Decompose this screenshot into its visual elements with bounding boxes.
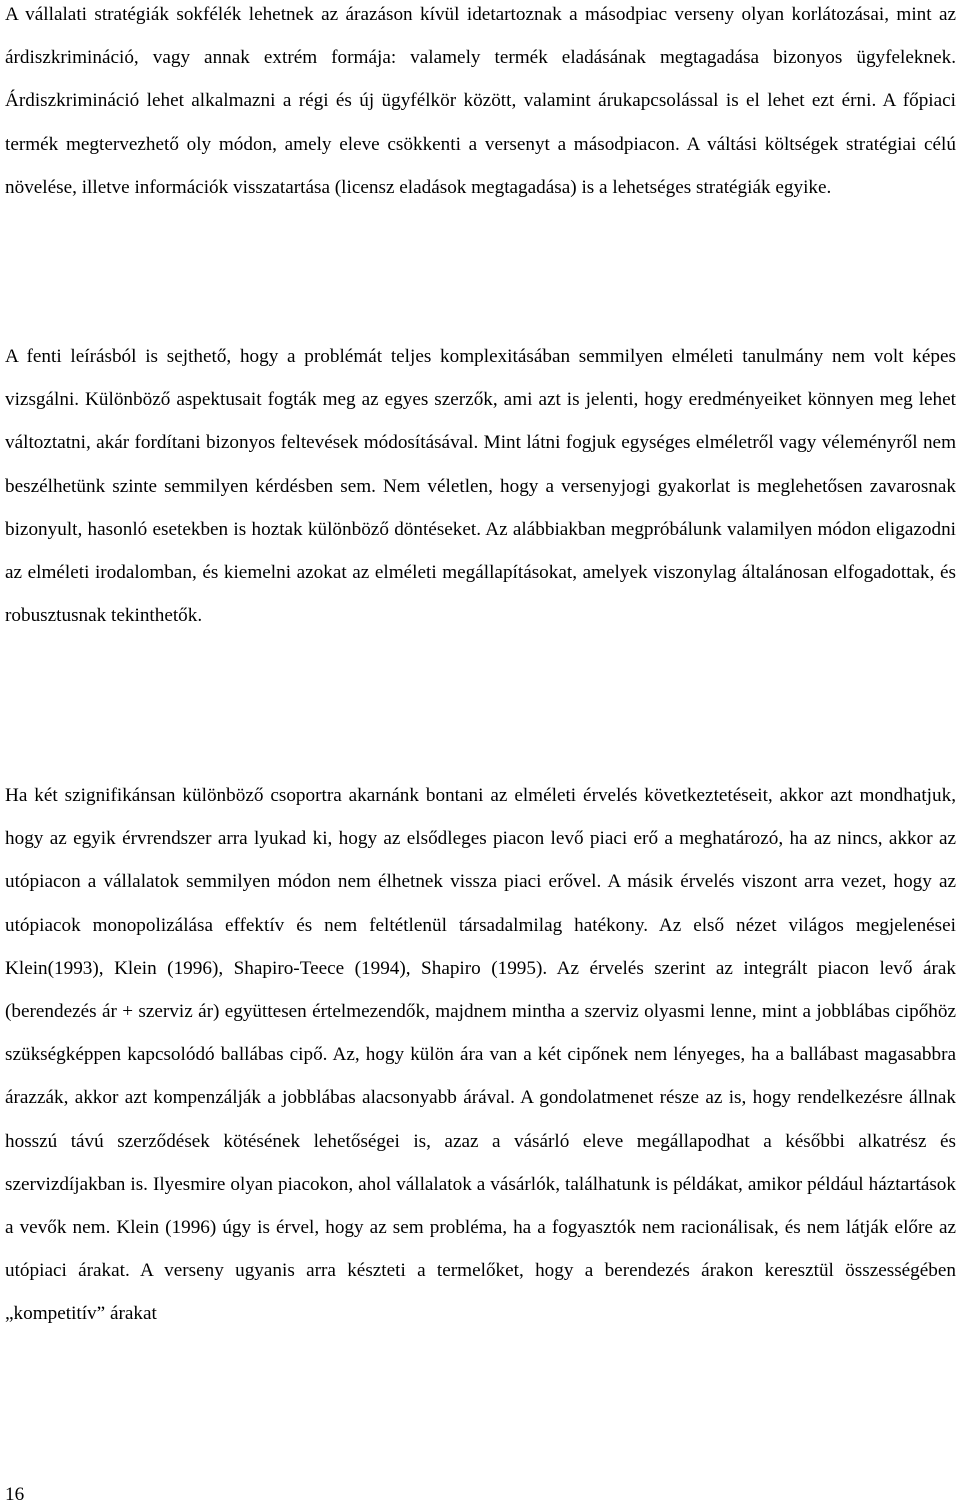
paragraph-3: Ha két szignifikánsan különböző csoportra akarnánk bontani az elméleti érvelés következtetéseit, akkor azt mondhatjuk, hogy az egyik érvrendszer arra lyukad ki, hogy az elsődleges piacon levő piaci erő a meghatározó, ha az nincs, akkor az utópiacon a vállalatok semmilyen módon nem élhetnek vissza piaci erővel. A másik érvelés viszont arra vezet, hogy az utópiacok monopolizálása effektív és nem feltétlenül társadalmilag hatékony. Az első nézet világos megjelenései Klein(1993), Klein (1996), Shapiro-Teece (1994), Shapiro (1995). Az érvelés szerint az integrált piacon levő árak (berendezés ár + szerviz ár) együttesen értelmezendők, majdnem mintha a szerviz olyasmi lenne, mint a jobblábas cipőhöz szükségképpen kapcsolódó ballábas cipő. Az, hogy külön ára van a két cipőnek nem lényeges, ha a ballábast magasabbra árazzák, akkor azt kompenzálják a jobblábas alacsonyabb árával. A gondolatmenet része az is, hogy rendelkezésre állnak hosszú távú szerződések kötésének lehetőségei is, azaz a vásárló eleve megállapodhat a későbbi alkatrész és szervizdíjakban is. Ilyesmire olyan piacokon, ahol vállalatok a vásárlók, találhatunk is példákat, amikor például háztartások a vevők nem. Klein (1996) úgy is érvel, hogy az sem probléma, ha a fogyasztók nem racionálisak, és nem látják előre az utópiaci árakat. A verseny ugyanis arra készteti a termelőket, hogy a berendezés árakon keresztül összességében „kompetitív” árakat: [5, 785, 956, 1325]
page-number: 16: [5, 1484, 25, 1505]
paragraph-2: A fenti leírásból is sejthető, hogy a problémát teljes komplexitásában semmilyen elméleti tanulmány nem volt képes vizsgálni. Különböző aspektusait fogták meg az egyes szerzők, ami azt is jelenti, hogy eredményeiket könnyen meg lehet változtatni, akár fordítani bizonyos feltevések módosításával. Mint látni fogjuk egységes elméletről vagy véleményről nem beszélhetünk szinte semmilyen kérdésben sem. Nem véletlen, hogy a versenyjogi gyakorlat is meglehetősen zavarosnak bizonyult, hasonló esetekben is hoztak különböző döntéseket. Az alábbiakban megpróbálunk valamilyen módon eligazodni az elméleti irodalomban, és kiemelni azokat az elméleti megállapításokat, amelyek viszonylag általánosan elfogadottak, és robusztusnak tekinthetők.: [5, 346, 956, 627]
paragraph-1: A vállalati stratégiák sokfélék lehetnek az árazáson kívül idetartoznak a másodpiac verseny olyan korlátozásai, mint az árdiszkrimináció, vagy annak extrém formája: valamely termék eladásának megtagadása bizonyos ügyfeleknek. Árdiszkrimináció lehet alkalmazni a régi és új ügyfélkör között, valamint árukapcsolással is el lehet ezt érni. A főpiaci termék megtervezhető oly módon, amely eleve csökkenti a versenyt a másodpiacon. A váltási költségek stratégiai célú növelése, illetve információk visszatartása (licensz eladások megtagadása) is a lehetséges stratégiák egyike.: [5, 4, 956, 198]
